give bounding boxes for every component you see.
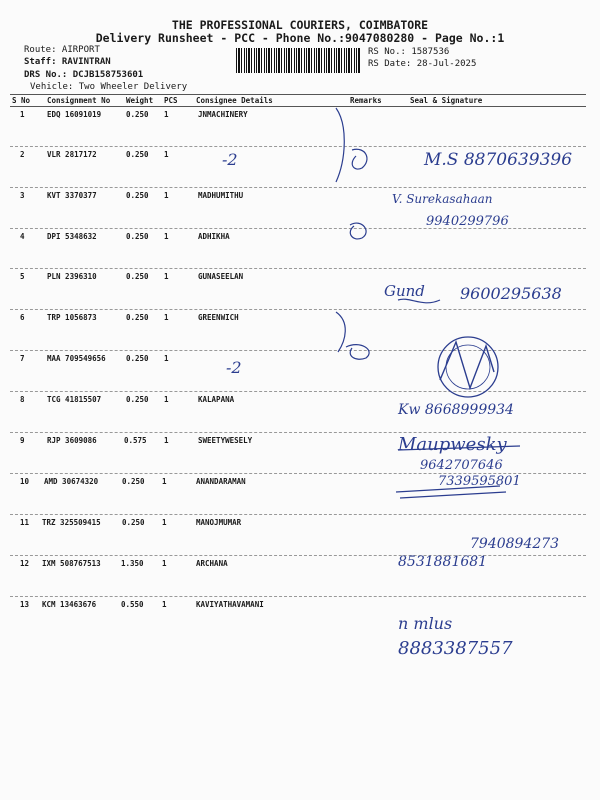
row-10-weight: 0.250 xyxy=(122,477,145,486)
row-1-consignment: EDQ 16091019 xyxy=(47,110,102,119)
vehicle-label: Vehicle: Two Wheeler Delivery xyxy=(30,82,188,92)
row-3-sno: 3 xyxy=(20,191,25,200)
row-10-consignment: AMD 30674320 xyxy=(44,477,99,486)
remarks-bracket-mark xyxy=(336,108,344,182)
row-13-sno: 13 xyxy=(20,600,30,609)
row-8-consignment: TCG 41815507 xyxy=(47,395,102,404)
col-weight: Weight xyxy=(126,96,154,105)
delivery-stamp xyxy=(438,337,498,397)
row-4-pcs: 1 xyxy=(164,232,169,241)
handwritten-signature: M.S 8870639396 xyxy=(424,150,573,170)
row-12-consignment: IXM 508767513 xyxy=(42,559,101,568)
row-6-weight: 0.250 xyxy=(126,313,149,322)
row-11-sno: 11 xyxy=(20,518,30,527)
row-4-consignee: ADHIKHA xyxy=(198,232,230,241)
row-8-weight: 0.250 xyxy=(126,395,149,404)
row-12-pcs: 1 xyxy=(162,559,167,568)
row-2-pcs: 1 xyxy=(164,150,169,159)
row-11-consignment: TRZ 325509415 xyxy=(42,518,101,527)
row-9-consignee: SWEETYWESELY xyxy=(198,436,253,445)
row-1-sno: 1 xyxy=(20,110,25,119)
row-11-consignee: MANOJMUMAR xyxy=(196,518,242,527)
row-13-pcs: 1 xyxy=(162,600,167,609)
row-3-consignment: KVT 3370377 xyxy=(47,191,97,200)
col-remarks: Remarks xyxy=(350,96,382,105)
handwritten-signature: n mlus xyxy=(398,614,453,633)
row-5-sno: 5 xyxy=(20,272,25,281)
row-10-pcs: 1 xyxy=(162,477,167,486)
remarks-circled-mark xyxy=(352,149,367,169)
staff-label: Staff: RAVINTRAN xyxy=(24,57,111,67)
remarks-bracket-mark xyxy=(336,312,345,352)
row-2-consignment: VLR 2817172 xyxy=(47,150,97,159)
handwritten-signature: Kw 8668999934 xyxy=(398,402,514,418)
strike-through-line xyxy=(400,492,506,498)
row-2-weight: 0.250 xyxy=(126,150,149,159)
row-7-sno: 7 xyxy=(20,354,25,363)
handwritten-signature: Maupwesky xyxy=(398,434,507,455)
row-11-pcs: 1 xyxy=(162,518,167,527)
handwritten-phone: 9642707646 xyxy=(420,458,503,473)
rs-date: RS Date: 28-Jul-2025 xyxy=(368,59,477,69)
row-12-sno: 12 xyxy=(20,559,30,568)
handwritten-signature: Gund xyxy=(384,282,425,300)
row-5-weight: 0.250 xyxy=(126,272,149,281)
drs-number: DRS No.: DCJB158753601 xyxy=(24,70,144,80)
col-consignment: Consignment No xyxy=(47,96,111,105)
row-9-consignment: RJP 3609086 xyxy=(47,436,97,445)
row-11-weight: 0.250 xyxy=(122,518,145,527)
row-9-sno: 9 xyxy=(20,436,25,445)
row-13-weight: 0.550 xyxy=(121,600,144,609)
row-3-weight: 0.250 xyxy=(126,191,149,200)
row-1-weight: 0.250 xyxy=(126,110,149,119)
row-5-consignee: GUNASEELAN xyxy=(198,272,244,281)
row-5-consignment: PLN 2396310 xyxy=(47,272,97,281)
handwritten-phone: 7940894273 xyxy=(470,536,560,552)
handwritten-phone: 8531881681 xyxy=(398,554,488,570)
row-8-pcs: 1 xyxy=(164,395,169,404)
rs-number: RS No.: 1587536 xyxy=(368,47,450,57)
handwritten-dash-mark: -2 xyxy=(226,358,242,377)
row-7-consignment: MAA 709549656 xyxy=(47,354,106,363)
row-6-pcs: 1 xyxy=(164,313,169,322)
row-1-pcs: 1 xyxy=(164,110,169,119)
row-7-weight: 0.250 xyxy=(126,354,149,363)
runsheet-subtitle: Delivery Runsheet - PCC - Phone No.:9047080280 - Page No.:1 xyxy=(95,31,505,45)
remarks-circled-mark xyxy=(346,345,369,360)
row-4-sno: 4 xyxy=(20,232,25,241)
row-4-weight: 0.250 xyxy=(126,232,149,241)
col-sno: S No xyxy=(12,96,31,105)
handwritten-phone: 7339595801 xyxy=(438,474,521,489)
handwritten-phone: 9600295638 xyxy=(460,284,562,303)
handwritten-phone: 8883387557 xyxy=(398,638,513,659)
row-4-consignment: DPI 5348632 xyxy=(47,232,97,241)
row-9-weight: 0.575 xyxy=(124,436,147,445)
row-3-consignee: MADHUMITHU xyxy=(198,191,244,200)
handwritten-phone: 9940299796 xyxy=(426,214,509,229)
col-consignee: Consignee Details xyxy=(196,96,273,105)
col-signature: Seal & Signature xyxy=(410,96,483,105)
col-pcs: PCS xyxy=(164,96,178,105)
row-1-consignee: JNMACHINERY xyxy=(198,110,248,119)
row-6-consignment: TRP 1056873 xyxy=(47,313,97,322)
row-12-consignee: ARCHANA xyxy=(196,559,228,568)
row-10-sno: 10 xyxy=(20,477,30,486)
route-label: Route: AIRPORT xyxy=(24,45,100,55)
row-9-pcs: 1 xyxy=(164,436,169,445)
row-13-consignee: KAVIYATHAVAMANI xyxy=(196,600,264,609)
row-12-weight: 1.350 xyxy=(121,559,144,568)
row-10-consignee: ANANDARAMAN xyxy=(196,477,246,486)
company-title: THE PROFESSIONAL COURIERS, COIMBATORE xyxy=(171,18,429,32)
row-8-consignee: KALAPANA xyxy=(198,395,235,404)
row-7-pcs: 1 xyxy=(164,354,169,363)
row-6-consignee: GREENWICH xyxy=(198,313,239,322)
row-8-sno: 8 xyxy=(20,395,25,404)
handwritten-dash-mark: -2 xyxy=(222,150,238,169)
row-2-sno: 2 xyxy=(20,150,25,159)
row-13-consignment: KCM 13463676 xyxy=(42,600,97,609)
handwritten-signature: V. Surekasahaan xyxy=(392,192,493,206)
row-3-pcs: 1 xyxy=(164,191,169,200)
row-5-pcs: 1 xyxy=(164,272,169,281)
stamp-signature-scribble xyxy=(440,342,494,388)
row-6-sno: 6 xyxy=(20,313,25,322)
remarks-circled-mark xyxy=(350,223,366,239)
